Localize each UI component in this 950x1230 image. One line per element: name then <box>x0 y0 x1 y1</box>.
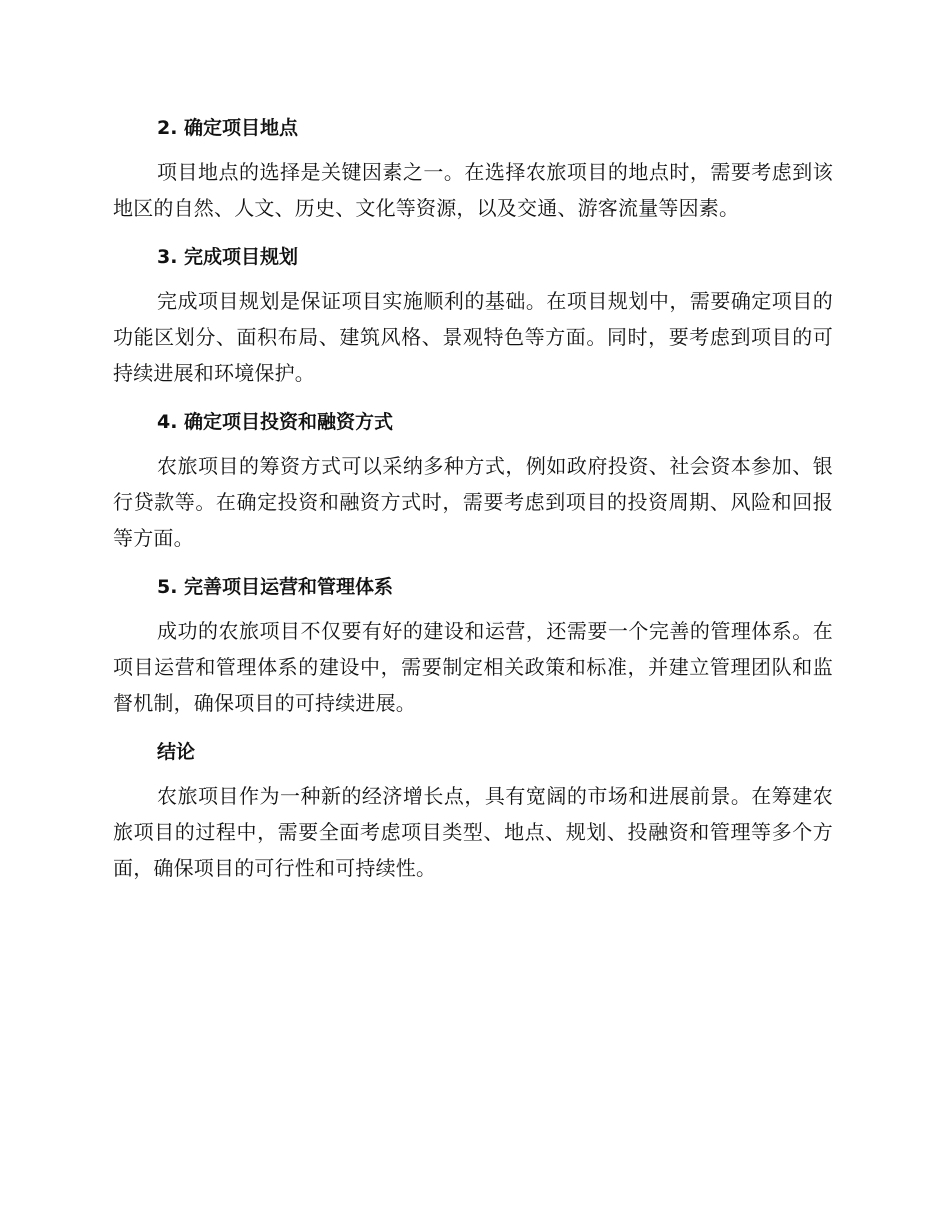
section-planning <box>113 239 833 391</box>
section-conclusion <box>113 734 833 886</box>
section-paragraph: 农旅项目的筹资方式可以采纳多种方式，例如政府投资、社会资本参加、银行贷款等。在确定投资和融资方式时，需要考虑到项目的投资周期、风险和回报等方面。 <box>113 454 833 550</box>
section-heading: 结论 <box>157 741 196 763</box>
section-financing <box>113 404 833 556</box>
section-heading: 5. 完善项目运营和管理体系 <box>157 576 394 598</box>
section-location <box>113 110 833 226</box>
section-heading: 3. 完成项目规划 <box>157 246 299 268</box>
section-paragraph: 完成项目规划是保证项目实施顺利的基础。在项目规划中，需要确定项目的功能区划分、面积布局、建筑风格、景观特色等方面。同时，要考虑到项目的可持续进展和环境保护。 <box>113 289 833 385</box>
section-paragraph: 成功的农旅项目不仅要有好的建设和运营，还需要一个完善的管理体系。在项目运营和管理体系的建设中，需要制定相关政策和标准，并建立管理团队和监督机制，确保项目的可持续进展。 <box>113 619 833 715</box>
section-paragraph: 项目地点的选择是关键因素之一。在选择农旅项目的地点时，需要考虑到该地区的自然、人文、历史、文化等资源，以及交通、游客流量等因素。 <box>113 160 833 220</box>
document-page <box>113 110 833 899</box>
section-heading: 2. 确定项目地点 <box>157 117 299 139</box>
section-management <box>113 569 833 721</box>
section-heading: 4. 确定项目投资和融资方式 <box>157 411 394 433</box>
section-paragraph: 农旅项目作为一种新的经济增长点，具有宽阔的市场和进展前景。在筹建农旅项目的过程中，需要全面考虑项目类型、地点、规划、投融资和管理等多个方面，确保项目的可行性和可持续性。 <box>113 784 833 880</box>
